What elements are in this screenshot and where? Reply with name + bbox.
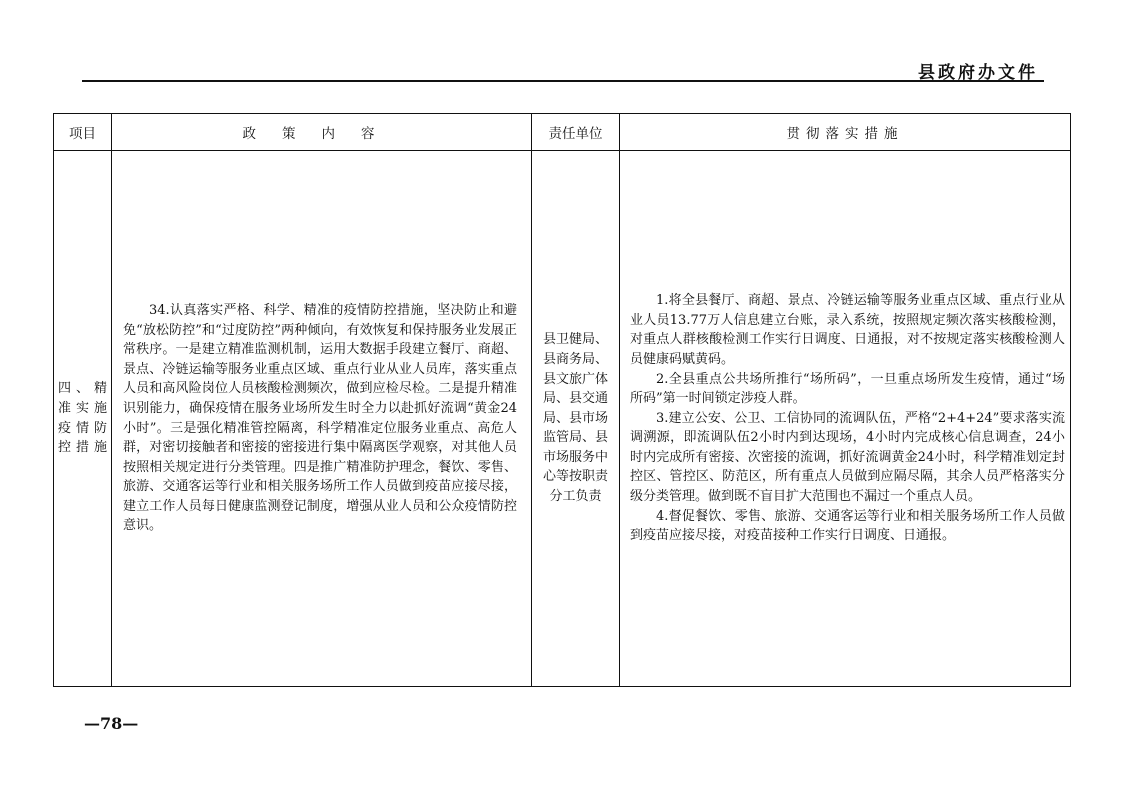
table-header-row <box>54 114 1071 151</box>
header-policy: 政策内容 <box>112 114 532 151</box>
policy-cell <box>112 151 532 687</box>
unit-cell: 县卫健局、县商务局、县文旅广体局、县交通局、县市场监管局、县市场服务中心等按职责分工负责 <box>532 151 620 687</box>
measures-cell <box>620 151 1071 687</box>
item-cell: 四、精准实施疫情防控措施 <box>54 151 112 687</box>
header-measures: 贯彻落实措施 <box>620 114 1071 151</box>
document-header-title: 县政府办文件 <box>918 63 1038 83</box>
policy-table <box>53 113 1071 687</box>
measure-item: 4.督促餐饮、零售、旅游、交通客运等行业和相关服务场所工作人员做到疫苗应接尽接，对疫苗接种工作实行日调度、日通报。 <box>630 508 1065 544</box>
page-number: —78— <box>84 714 139 733</box>
measure-item: 1.将全县餐厅、商超、景点、冷链运输等服务业重点区域、重点行业从业人员13.77万人信息建立台账，录入系统，按照规定频次落实核酸检测，对重点人群核酸检测工作实行日调度、日通报，对不按规定落实核酸检测人员健康码赋黄码。 <box>630 293 1065 367</box>
header-unit: 责任单位 <box>532 114 620 151</box>
policy-text: 34.认真落实严格、科学、精准的疫情防控措施，坚决防止和避免“放松防控”和“过度防控”两种倾向，有效恢复和保持服务业发展正常秩序。一是建立精准监测机制，运用大数据手段建立餐厅、商超、景点、冷链运输等服务业重点区域、重点行业从业人员库，落实重点人员和高风险岗位人员核酸检测频次，做到应检尽检。二是提升精准识别能力，确保疫情在服务业场所发生时全力以赴抓好流调“黄金24小时”。三是强化精准管控隔离，科学精准定位服务业重点、高危人群，对密切接触者和密接的密接进行集中隔离医学观察，对其他人员按照相关规定进行分类管理。四是推广精准防护理念，餐饮、零售、旅游、交通客运等行业和相关服务场所工作人员做到疫苗应接尽接，建立工作人员每日健康监测登记制度，增强从业人员和公众疫情防控意识。 <box>123 302 517 534</box>
measure-item: 2.全县重点公共场所推行“场所码”，一旦重点场所发生疫情，通过“场所码”第一时间锁定涉疫人群。 <box>630 371 1065 407</box>
table-row <box>54 151 1071 687</box>
header-item: 项目 <box>54 114 112 151</box>
measure-item: 3.建立公安、公卫、工信协同的流调队伍，严格“2+4+24”要求落实流调溯源，即流调队伍2小时内到达现场，4小时内完成核心信息调查，24小时内完成所有密接、次密接的流调，抓好流调黄金24小时，科学精准划定封控区、管控区、防范区，所有重点人员做到应隔尽隔，其余人员严格落实分级分类管理。做到既不盲目扩大范围也不漏过一个重点人员。 <box>630 410 1065 505</box>
header-divider <box>82 80 1044 82</box>
